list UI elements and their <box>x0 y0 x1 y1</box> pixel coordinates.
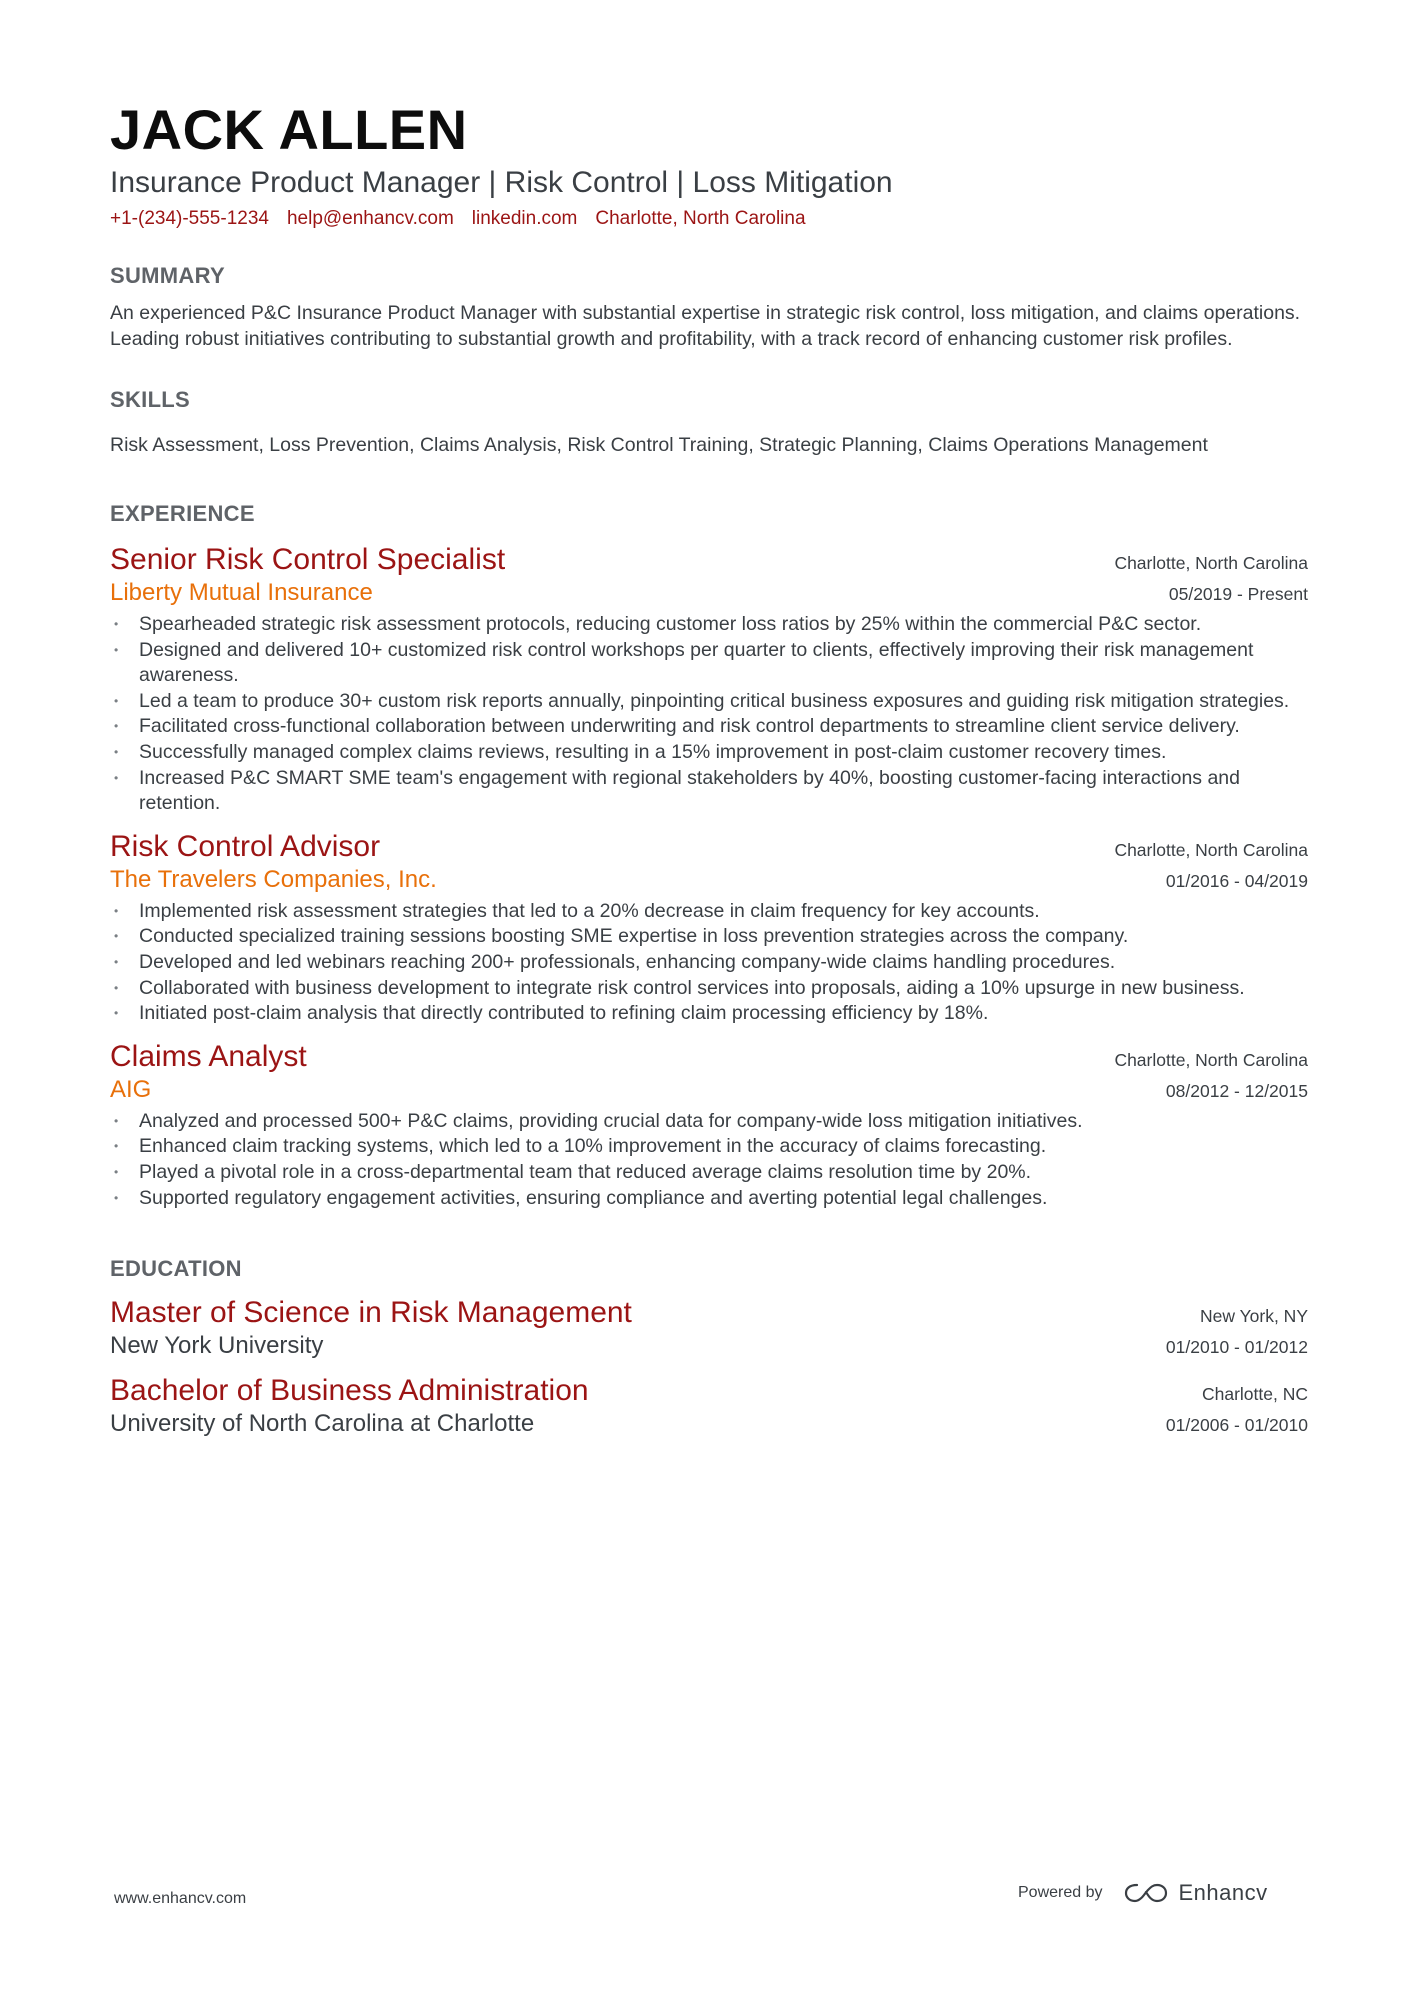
degree-row <box>110 1295 1308 1331</box>
job-title-row <box>110 1039 1308 1075</box>
company-name: Liberty Mutual Insurance <box>110 579 373 606</box>
education-entry <box>110 1373 1308 1439</box>
linkedin-link[interactable]: linkedin.com <box>471 208 578 229</box>
brand-name: Enhancv <box>1178 1880 1268 1905</box>
company-row <box>110 578 1308 608</box>
job-location: Charlotte, North Carolina <box>1114 839 1308 860</box>
school-row <box>110 1409 1308 1439</box>
achievement-item: • Designed and delivered 10+ customized risk control workshops per quarter to clients, effectively improving their risk management awareness. <box>110 638 1308 689</box>
degree-title: Bachelor of Business Administration <box>110 1374 589 1408</box>
education-entry <box>110 1295 1308 1361</box>
job-location: Charlotte, North Carolina <box>1114 553 1308 573</box>
achievement-item: • Initiated post-claim analysis that directly contributed to refining claim processing efficiency by 18%. <box>110 1001 1308 1027</box>
job-dates: 05/2019 - Present <box>1168 584 1308 604</box>
contact-info <box>110 206 1308 232</box>
summary-section <box>110 262 1308 352</box>
education-dates: 01/2010 - 01/2012 <box>1165 1337 1308 1358</box>
company-row <box>110 1075 1308 1105</box>
achievement-item: • Led a team to produce 30+ custom risk reports annually, pinpointing critical business exposures and guiding risk mitigation strategies. <box>110 689 1308 715</box>
experience-entry <box>110 829 1308 1027</box>
job-title-row <box>110 542 1308 578</box>
job-dates: 01/2016 - 04/2019 <box>1165 870 1308 891</box>
job-title: Risk Control Advisor <box>110 829 381 863</box>
resume-header <box>110 98 1308 232</box>
achievement-item: • Enhanced claim tracking systems, which led to a 10% improvement in the accuracy of claims forecasting. <box>110 1134 1308 1160</box>
education-location: New York, NY <box>1200 1306 1308 1327</box>
footer-branding <box>1018 1880 1268 1906</box>
job-title: Claims Analyst <box>110 1039 307 1073</box>
experience-entry <box>110 542 1308 817</box>
company-name: The Travelers Companies, Inc. <box>110 865 437 893</box>
experience-section <box>110 500 1308 1211</box>
school-name: New York University <box>110 1332 324 1360</box>
job-title: Senior Risk Control Specialist <box>110 543 506 576</box>
education-dates: 01/2006 - 01/2010 <box>1165 1415 1308 1436</box>
company-row <box>110 865 1308 895</box>
achievement-item: • Analyzed and processed 500+ P&C claims, providing crucial data for company-wide loss mitigation initiatives. <box>110 1109 1308 1135</box>
job-achievements <box>110 899 1308 1027</box>
achievement-item: • Spearheaded strategic risk assessment protocols, reducing customer loss ratios by 25% within the commercial P&C sector. <box>110 612 1308 638</box>
skills-heading: SKILLS <box>110 387 191 412</box>
job-title-row <box>110 829 1308 865</box>
candidate-headline: Insurance Product Manager | Risk Control | Loss Mitigation <box>110 166 893 199</box>
summary-text: An experienced P&C Insurance Product Manager with substantial expertise in strategic risk control, loss mitigation, and claims operations. Leading robust initiatives contributing to substantial growth and profitability, with a track record of enhancing customer risk profiles. <box>110 302 1301 350</box>
company-name: AIG <box>110 1075 152 1103</box>
resume-page <box>110 98 1308 1439</box>
achievement-item: • Played a pivotal role in a cross-departmental team that reduced average claims resolution time by 20%. <box>110 1160 1308 1186</box>
skills-text: Risk Assessment, Loss Prevention, Claims Analysis, Risk Control Training, Strategic Planning, Claims Operations Management <box>110 434 1208 456</box>
achievement-item: • Successfully managed complex claims reviews, resulting in a 15% improvement in post-claim customer recovery times. <box>110 740 1308 766</box>
education-section <box>110 1255 1308 1439</box>
degree-title: Master of Science in Risk Management <box>110 1296 632 1330</box>
achievement-item: • Collaborated with business development to integrate risk control services into proposals, aiding a 10% upsurge in new business. <box>110 976 1308 1002</box>
job-dates: 08/2012 - 12/2015 <box>1165 1080 1308 1101</box>
enhancv-logo[interactable] <box>1123 1880 1268 1906</box>
achievement-item: • Facilitated cross-functional collaboration between underwriting and risk control departments to streamline client service delivery. <box>110 714 1308 740</box>
skills-section <box>110 386 1308 458</box>
achievement-item: • Conducted specialized training sessions boosting SME expertise in loss prevention strategies across the company. <box>110 924 1308 950</box>
school-name: University of North Carolina at Charlotte <box>110 1410 535 1438</box>
enhancv-logo-icon <box>1123 1881 1169 1905</box>
experience-entry <box>110 1039 1308 1211</box>
location-text: Charlotte, North Carolina <box>595 208 806 229</box>
job-achievements <box>110 1109 1308 1211</box>
education-location: Charlotte, NC <box>1201 1384 1308 1405</box>
job-achievements <box>110 612 1308 817</box>
email-link[interactable]: help@enhancv.com <box>286 208 454 229</box>
powered-by-label: Powered by <box>1018 1884 1103 1901</box>
education-list <box>110 1295 1308 1439</box>
experience-list <box>110 542 1308 1211</box>
school-row <box>110 1331 1308 1361</box>
experience-heading: EXPERIENCE <box>110 501 255 526</box>
degree-row <box>110 1373 1308 1409</box>
achievement-item: • Developed and led webinars reaching 200+ professionals, enhancing company-wide claims handling procedures. <box>110 950 1308 976</box>
achievement-item: • Increased P&C SMART SME team's engagement with regional stakeholders by 40%, boosting customer-facing interactions and retention. <box>110 766 1308 817</box>
achievement-item: • Supported regulatory engagement activities, ensuring compliance and averting potential legal challenges. <box>110 1186 1308 1212</box>
achievement-item: • Implemented risk assessment strategies that led to a 20% decrease in claim frequency for key accounts. <box>110 899 1308 925</box>
job-location: Charlotte, North Carolina <box>1114 1049 1308 1070</box>
summary-heading: SUMMARY <box>110 263 225 288</box>
candidate-name: JACK ALLEN <box>110 98 468 161</box>
footer-website[interactable]: www.enhancv.com <box>114 1890 247 1907</box>
education-heading: EDUCATION <box>110 1256 242 1282</box>
phone-link[interactable]: +1-(234)-555-1234 <box>110 208 269 229</box>
